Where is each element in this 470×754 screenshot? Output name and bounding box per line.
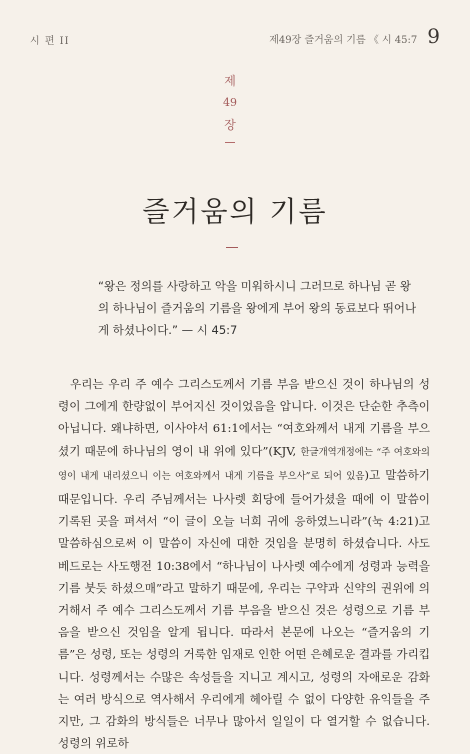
body-paragraph: [58, 373, 430, 754]
chapter-marker: [218, 72, 242, 143]
running-header-left: 시 편 II: [30, 36, 70, 47]
epigraph-text: “왕은 정의를 사랑하고 악을 미워하시니 그러므로 하나님 곧 왕의 하나님이 즐거움의 기름을 왕에게 부어 왕의 동료보다 뛰어나게 하셨나이다.”: [98, 279, 417, 337]
body-paragraph-part-a: 우리는 우리 주 예수 그리스도께서 기름 부음 받으신 것이 하나님의 성령이 그에게 한량없이 부어지신 것이었음을 압니다. 이것은 단순한 추측이 아닙니다. 왜냐하면, 이사야서 61:1에서는 “여호와께서 내게 기름을 부으셨기 때문에 하나님의 영이 내 위에 있다”(KJV,: [58, 377, 430, 458]
chapter-marker-top: 제: [224, 74, 236, 88]
page-number: 9: [427, 24, 440, 48]
title-divider: [226, 247, 238, 248]
epigraph-source: — 시 45:7: [177, 323, 238, 337]
body-text: [58, 373, 430, 754]
translation-note: 한글개역개정에는 “주 여호와의 영이 내게 내리셨으니 이는 여호와께서 내게 기름을 부으사”로 되어 있음: [58, 446, 430, 482]
chapter-marker-dash: [225, 142, 235, 143]
chapter-number: 49: [223, 96, 237, 109]
chapter-marker-bottom: 장: [224, 118, 236, 132]
running-header-right: [269, 24, 440, 48]
running-header-chapter: 제49장 즐거움의 기름 《 시 45:7: [269, 35, 418, 46]
chapter-title: 즐거움의 기름: [142, 195, 328, 228]
body-paragraph-part-b: )고 말씀하기 때문입니다. 우리 주님께서는 나사렛 회당에 들어가셨을 때에 이 말씀이 기록된 곳을 펴셔서 “이 글이 오늘 너희 귀에 응하였느니라”(눅 4:21)고 말씀하심으로써 이 말씀이 자신에 대한 것임을 분명히 하셨습니다. 사도 베드로는 사도행전 10:38에서 “하나님이 나사렛 예수에게 성령과 능력을 기름 붓듯 하셨으매”라고 말하기 때문에, 우리는 구약과 신약의 권위에 의거해서 주 예수 그리스도께서 기름 부음을 받으신 것은 성령으로 기름 부음을 받으신 것임을 알게 됩니다. 따라서 본문에 나오는 “즐거움의 기름”은 성령, 또는 성령의 거룩한 임재로 인한 어떤 은혜로운 결과를 가리킵니다. 성령께서는 수많은 속성들을 지니고 계시고, 성령의 자애로운 감화는 여러 방식으로 역사해서 우리에게 헤아릴 수 없이 다양한 유익들을 주지만, 그 감화의 방식들은 너무나 많아서 일일이 다 열거할 수 없습니다. 성령의 위로하: [58, 467, 430, 751]
epigraph-quote: [98, 275, 418, 341]
